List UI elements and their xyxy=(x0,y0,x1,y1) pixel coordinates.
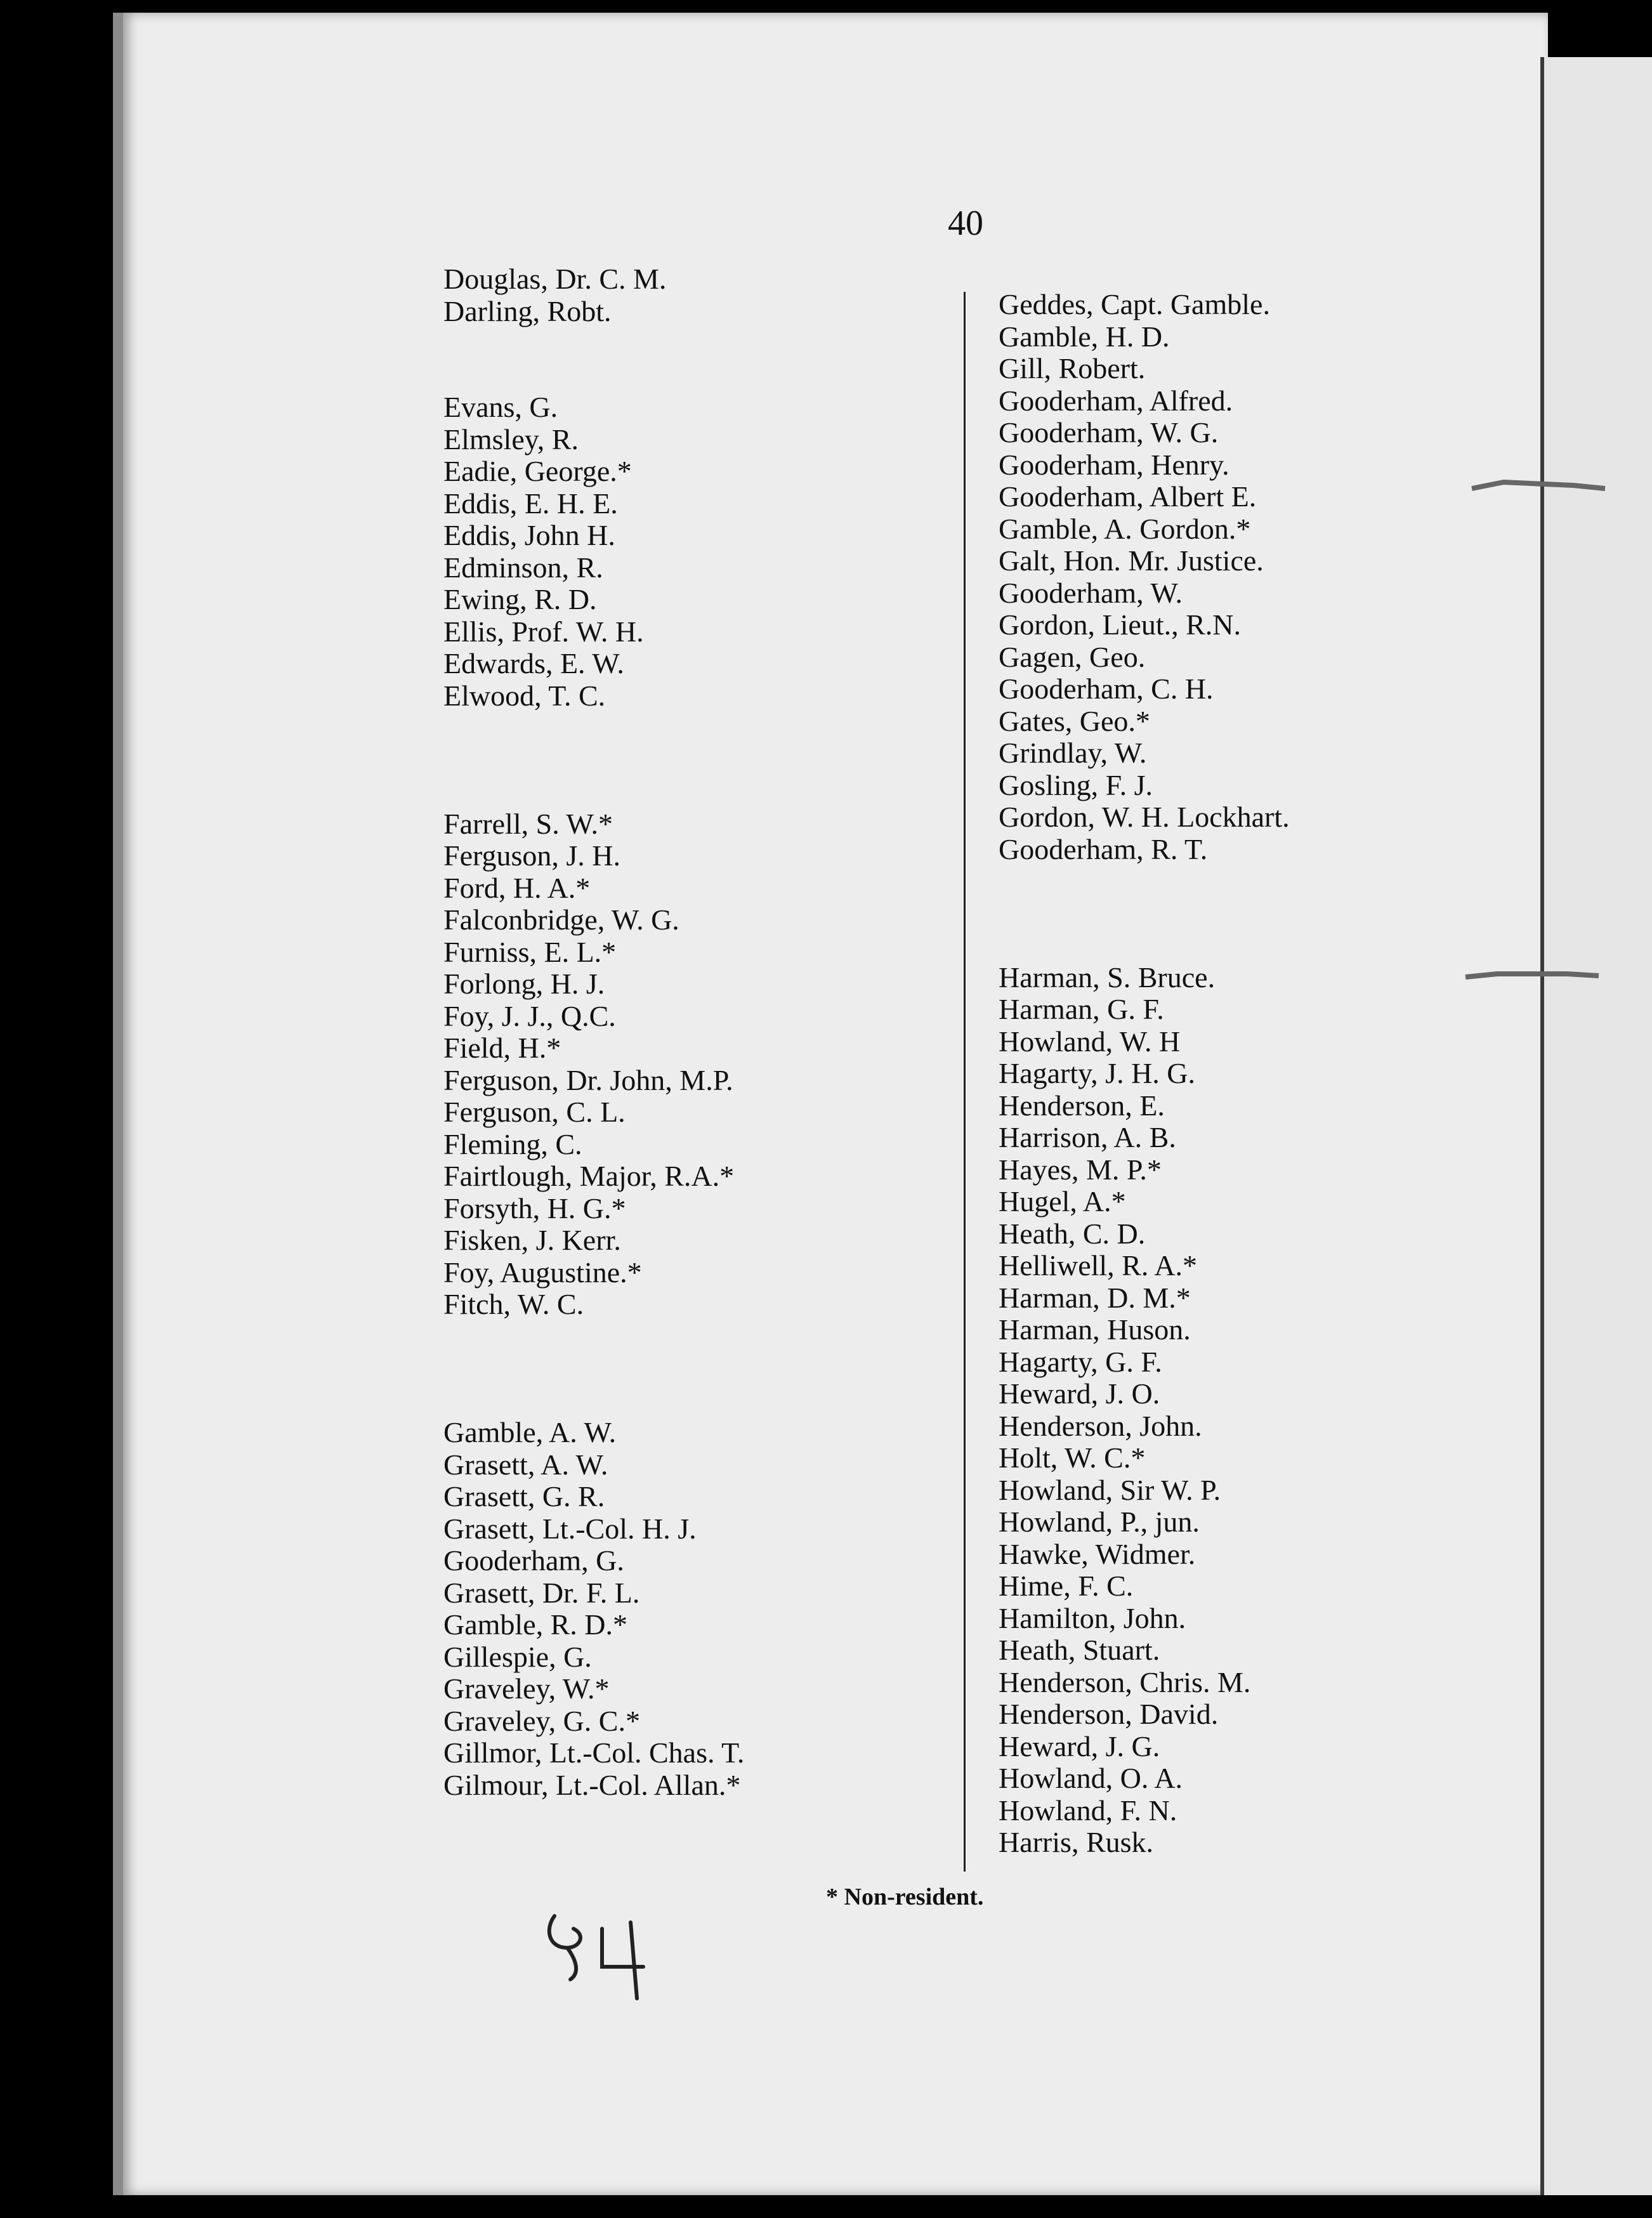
list-item: Forlong, H. J. xyxy=(443,968,605,1000)
list-item: Gooderham, Alfred. xyxy=(999,384,1233,417)
list-item: Falconbridge, W. G. xyxy=(443,903,679,936)
list-item: Furniss, E. L.* xyxy=(443,935,617,968)
adjacent-page-edge xyxy=(1540,57,1652,2195)
list-item: Grasett, Dr. F. L. xyxy=(443,1576,640,1609)
list-item: Henderson, Chris. M. xyxy=(999,1665,1251,1698)
list-item: Farrell, S. W.* xyxy=(443,807,613,840)
section-gap xyxy=(443,776,744,808)
section-gap xyxy=(999,898,1290,930)
staple-icon xyxy=(1459,958,1605,996)
list-item: Howland, F. N. xyxy=(999,1794,1177,1827)
list-item: Gamble, H. D. xyxy=(999,320,1170,353)
list-item: Gooderham, W. xyxy=(999,576,1183,609)
list-item: Hawke, Widmer. xyxy=(999,1537,1196,1570)
section-gap xyxy=(443,1353,744,1385)
list-item: Galt, Hon. Mr. Justice. xyxy=(999,544,1264,577)
list-item: Hagarty, G. F. xyxy=(999,1345,1162,1378)
section-gap xyxy=(443,360,744,392)
list-item: Gosling, F. J. xyxy=(999,768,1153,801)
list-item: Field, H.* xyxy=(443,1032,561,1064)
list-item: Harman, D. M.* xyxy=(999,1281,1191,1314)
list-item: Edminson, R. xyxy=(443,551,603,584)
list-item: Foy, Augustine.* xyxy=(443,1256,642,1289)
list-item: Fleming, C. xyxy=(443,1127,582,1160)
list-item: Gagen, Geo. xyxy=(999,640,1146,673)
list-item: Gamble, A. Gordon.* xyxy=(999,512,1251,545)
non-resident-footnote: * Non-resident. xyxy=(826,1884,984,1910)
list-item: Gillmor, Lt.-Col. Chas. T. xyxy=(443,1736,745,1769)
list-item: Gill, Robert. xyxy=(999,352,1146,384)
list-item: Fitch, W. C. xyxy=(443,1288,584,1320)
list-item: Forsyth, H. G.* xyxy=(443,1191,626,1224)
section-gap xyxy=(443,1321,744,1353)
list-item: Grasett, A. W. xyxy=(443,1448,608,1481)
list-item: Hugel, A.* xyxy=(999,1185,1126,1217)
list-item: Gordon, W. H. Lockhart. xyxy=(999,801,1290,833)
list-item: Gooderham, R. T. xyxy=(999,832,1208,865)
list-item: Gooderham, G. xyxy=(443,1544,624,1577)
section-gap xyxy=(999,865,1290,898)
staple-icon xyxy=(1465,469,1611,508)
list-item: Graveley, G. C.* xyxy=(443,1704,640,1737)
list-item: Henderson, John. xyxy=(999,1409,1202,1442)
list-item: Grindlay, W. xyxy=(999,737,1147,769)
list-item: Douglas, Dr. C. M. xyxy=(443,263,667,295)
list-item: Graveley, W.* xyxy=(443,1672,610,1705)
handwritten-mark-icon xyxy=(542,1903,669,2005)
list-item: Edwards, E. W. xyxy=(443,647,624,679)
section-gap xyxy=(443,1385,744,1417)
list-item: Fairtlough, Major, R.A.* xyxy=(443,1160,735,1192)
list-item: Gooderham, Albert E. xyxy=(999,480,1257,513)
list-item: Ewing, R. D. xyxy=(443,583,597,615)
list-item: Fisken, J. Kerr. xyxy=(443,1224,621,1256)
section-gap xyxy=(999,929,1290,962)
list-item: Hayes, M. P.* xyxy=(999,1153,1162,1186)
list-item: Harman, G. F. xyxy=(999,993,1164,1025)
list-item: Darling, Robt. xyxy=(443,294,612,327)
list-item: Foy, J. J., Q.C. xyxy=(443,999,616,1032)
list-item: Geddes, Capt. Gamble. xyxy=(999,288,1270,320)
list-item: Grasett, Lt.-Col. H. J. xyxy=(443,1512,697,1545)
list-item: Ferguson, J. H. xyxy=(443,839,621,872)
list-item: Heath, Stuart. xyxy=(999,1634,1160,1666)
list-item: Ford, H. A.* xyxy=(443,871,591,904)
list-item: Gooderham, Henry. xyxy=(999,448,1229,481)
list-item: Harrison, A. B. xyxy=(999,1121,1176,1153)
section-gap xyxy=(443,744,744,777)
list-item: Harris, Rusk. xyxy=(999,1826,1154,1858)
list-item: Howland, W. H xyxy=(999,1025,1181,1058)
page-number: 40 xyxy=(948,204,983,243)
list-item: Gamble, A. W. xyxy=(443,1416,617,1448)
list-item: Hamilton, John. xyxy=(999,1601,1186,1634)
list-item: Gamble, R. D.* xyxy=(443,1608,628,1641)
list-item: Elwood, T. C. xyxy=(443,679,606,712)
list-item: Harman, Huson. xyxy=(999,1313,1191,1346)
list-item: Howland, Sir W. P. xyxy=(999,1473,1221,1506)
section-gap xyxy=(443,712,744,744)
list-item: Evans, G. xyxy=(443,391,558,423)
left-name-column xyxy=(443,263,744,1801)
list-item: Gilmour, Lt.-Col. Allan.* xyxy=(443,1768,741,1801)
list-item: Helliwell, R. A.* xyxy=(999,1249,1198,1282)
list-item: Holt, W. C.* xyxy=(999,1441,1146,1474)
list-item: Gillespie, G. xyxy=(443,1640,592,1673)
list-item: Henderson, E. xyxy=(999,1089,1165,1122)
section-gap xyxy=(443,327,744,360)
list-item: Ferguson, Dr. John, M.P. xyxy=(443,1063,733,1096)
list-item: Gordon, Lieut., R.N. xyxy=(999,608,1242,641)
list-item: Eddis, John H. xyxy=(443,519,615,551)
list-item: Gooderham, C. H. xyxy=(999,673,1214,705)
list-item: Ferguson, C. L. xyxy=(443,1096,626,1128)
right-name-column xyxy=(999,289,1290,1859)
list-item: Eddis, E. H. E. xyxy=(443,487,618,520)
list-item: Grasett, G. R. xyxy=(443,1480,605,1513)
list-item: Hime, F. C. xyxy=(999,1570,1134,1602)
list-item: Heward, J. G. xyxy=(999,1729,1160,1762)
list-item: Harman, S. Bruce. xyxy=(999,961,1216,994)
book-page xyxy=(113,13,1548,2195)
list-item: Heath, C. D. xyxy=(999,1217,1146,1250)
list-item: Gates, Geo.* xyxy=(999,704,1150,737)
list-item: Howland, P., jun. xyxy=(999,1506,1200,1538)
list-item: Ellis, Prof. W. H. xyxy=(443,615,644,648)
list-item: Gooderham, W. G. xyxy=(999,416,1219,449)
list-item: Hagarty, J. H. G. xyxy=(999,1057,1196,1089)
list-item: Eadie, George.* xyxy=(443,455,632,487)
list-item: Henderson, David. xyxy=(999,1698,1219,1730)
column-divider xyxy=(964,292,966,1872)
list-item: Elmsley, R. xyxy=(443,423,579,456)
list-item: Heward, J. O. xyxy=(999,1377,1160,1410)
list-item: Howland, O. A. xyxy=(999,1762,1183,1794)
